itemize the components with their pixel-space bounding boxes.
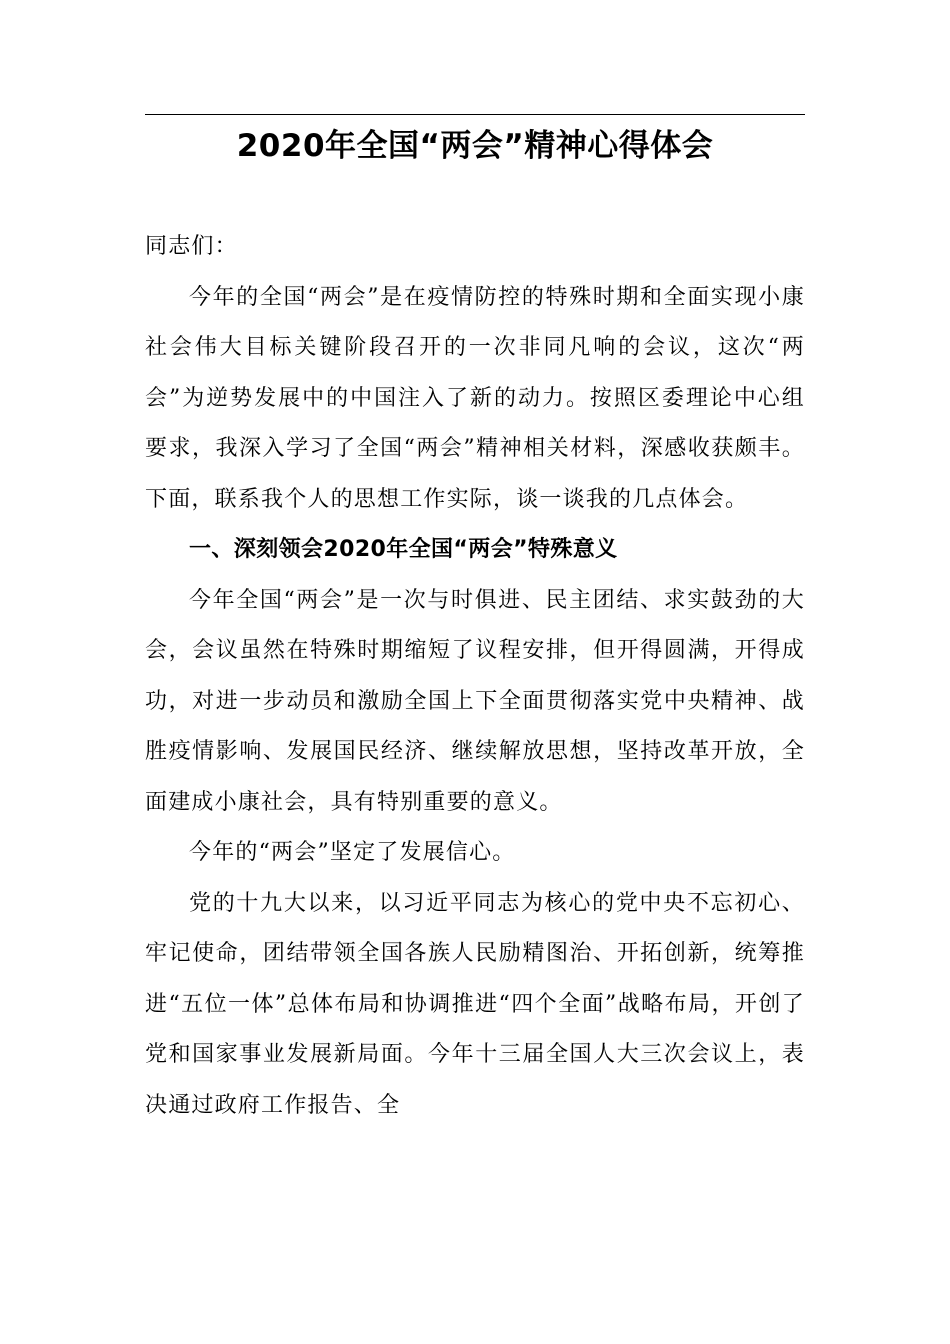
section-paragraph: 今年全国“两会”是一次与时俱进、民主团结、求实鼓劲的大会，会议虽然在特殊时期缩短了议程安排，但开得圆满，开得成功，对进一步动员和激励全国上下全面贯彻落实党中央精神、战胜疫情影响、发展国民经济、继续解放思想，坚持改革开放，全面建成小康社会，具有特别重要的意义。 <box>145 587 805 815</box>
subheading-paragraph: 今年的“两会”坚定了发展信心。 <box>189 840 516 865</box>
header-rule <box>145 114 805 115</box>
section-heading: 一、深刻领会2020年全国“两会”特殊意义 <box>189 537 618 562</box>
document-title: 2020年全国“两会”精神心得体会 <box>236 128 714 164</box>
document-body <box>145 222 805 1131</box>
intro-paragraph: 今年的全国“两会”是在疫情防控的特殊时期和全面实现小康社会伟大目标关键阶段召开的一次非同凡响的会议，这次“两会”为逆势发展中的中国注入了新的动力。按照区委理论中心组要求，我深入学习了全国“两会”精神相关材料，深感收获颇丰。下面，联系我个人的思想工作实际，谈一谈我的几点体会。 <box>145 284 805 512</box>
salutation: 同志们： <box>145 234 238 259</box>
body-paragraph: 党的十九大以来，以习近平同志为核心的党中央不忘初心、牢记使命，团结带领全国各族人民励精图治、开拓创新，统筹推进“五位一体”总体布局和协调推进“四个全面”战略布局，开创了党和国家事业发展新局面。今年十三届全国人大三次会议上，表决通过政府工作报告、全 <box>145 890 805 1118</box>
